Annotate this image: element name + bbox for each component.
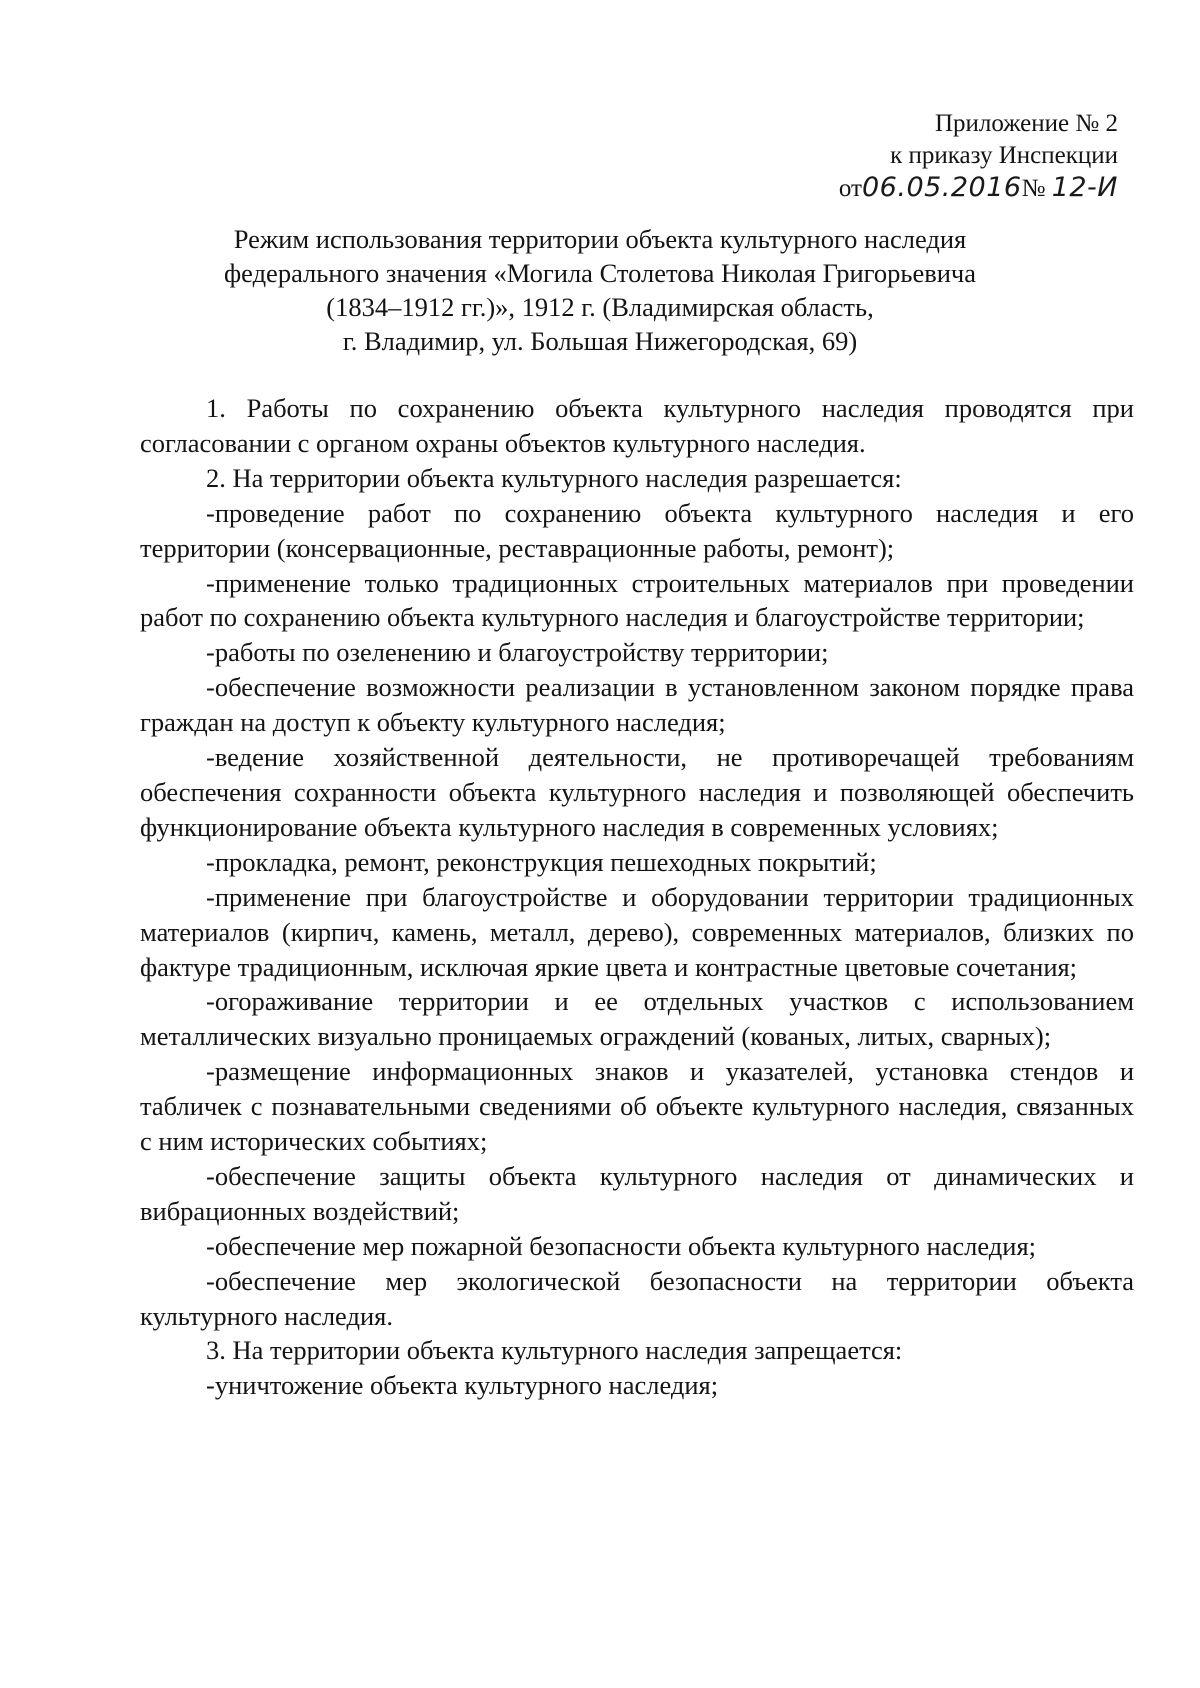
title-line-4: г. Владимир, ул. Большая Нижегородская, 69)	[342, 326, 858, 356]
appendix-order-reference: к приказу Инспекции	[890, 142, 1118, 169]
paragraph-2: 2. На территории объекта культурного наследия разрешается:	[206, 462, 902, 493]
paragraph-1: 1. Работы по сохранению объекта культурного наследия проводятся при согласовании с органом охраны объектов культурного наследия.	[140, 393, 1134, 458]
handwritten-date: 06.05.2016	[862, 172, 1022, 203]
appendix-header	[839, 108, 1118, 205]
permitted-item: -огораживание территории и ее отдельных участков с использованием металлических визуально проницаемых ограждений (кованых, литых, сварных);	[140, 986, 1134, 1052]
title-line-1: Режим использования территории объекта культурного наследия	[233, 224, 967, 254]
permitted-item: -проведение работ по сохранению объекта культурного наследия и его территории (консервационные, реставрационные работы, ремонт);	[140, 497, 1134, 563]
permitted-item: -работы по озеленению и благоустройству территории;	[206, 637, 829, 668]
permitted-item: -применение только традиционных строительных материалов при проведении работ по сохранению объекта культурного наследия и благоустройстве территории;	[140, 567, 1134, 633]
date-prefix: от	[838, 175, 862, 202]
permitted-item: -обеспечение мер пожарной безопасности объекта культурного наследия;	[206, 1230, 1037, 1261]
appendix-number: Приложение № 2	[934, 110, 1118, 137]
permitted-item: -применение при благоустройстве и оборудовании территории традиционных материалов (кирпич, камень, металл, дерево), современных материалов, близких по фактуре традиционным, исключая яркие цвета и контрастные цветовые сочетания;	[140, 881, 1134, 982]
permitted-item: -обеспечение возможности реализации в установленном законом порядке права граждан на доступ к объекту культурного наследия;	[140, 672, 1134, 738]
permitted-item: -размещение информационных знаков и указателей, установка стендов и табличек с познавательными сведениями об объекте культурного наследия, связанных с ним исторических событиях;	[140, 1056, 1134, 1157]
permitted-item: -обеспечение мер экологической безопасности на территории объекта культурного наследия.	[140, 1265, 1134, 1331]
handwritten-order-number: 12-И	[1051, 172, 1118, 203]
prohibited-item: -уничтожение объекта культурного наследия;	[206, 1370, 719, 1401]
permitted-item: -обеспечение защиты объекта культурного наследия от динамических и вибрационных воздействий;	[140, 1160, 1134, 1226]
document-body	[140, 391, 1134, 1403]
title-line-2: федерального значения «Могила Столетова Николая Григорьевича	[223, 258, 977, 288]
paragraph-3: 3. На территории объекта культурного наследия запрещается:	[206, 1335, 903, 1366]
number-sign: №	[1021, 175, 1046, 202]
permitted-item: -ведение хозяйственной деятельности, не противоречащей требованиям обеспечения сохранности объекта культурного наследия и позволяющей обеспечить функционирование объекта культурного наследия в современных условиях;	[140, 742, 1134, 842]
permitted-item: -прокладка, ремонт, реконструкция пешеходных покрытий;	[206, 846, 877, 877]
appendix-date-line	[839, 172, 1118, 205]
title-line-3: (1834–1912 гг.)», 1912 г. (Владимирская область,	[326, 292, 874, 322]
document-title	[140, 222, 1060, 358]
